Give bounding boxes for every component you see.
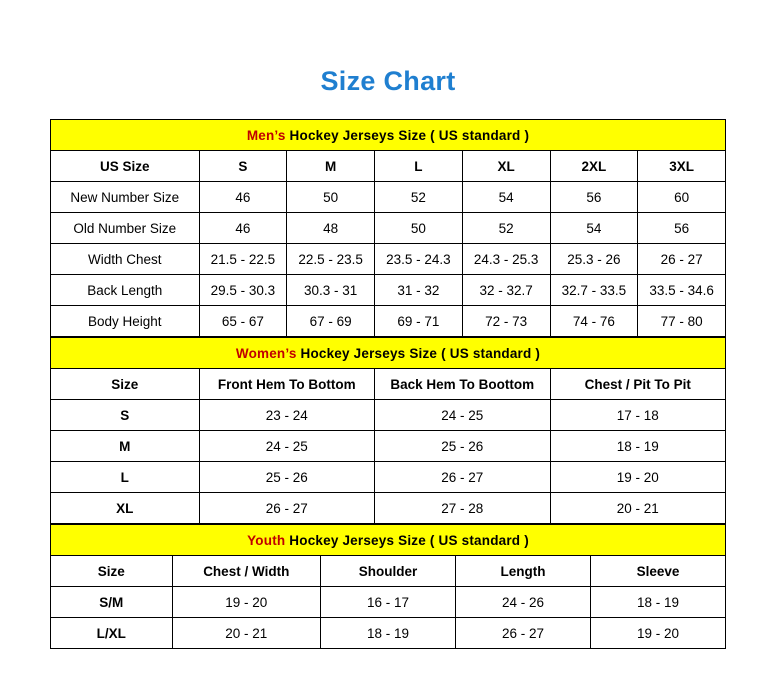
mens-row-2-val-2: 23.5 - 24.3 <box>375 244 463 275</box>
womens-row-2-label: L <box>51 462 200 493</box>
womens-col-3: Chest / Pit To Pit <box>550 369 726 400</box>
mens-row-3-val-1: 30.3 - 31 <box>287 275 375 306</box>
page-title: Size Chart <box>320 66 456 96</box>
youth-header-rest: Hockey Jerseys Size ( US standard ) <box>285 532 529 548</box>
mens-row-1-val-0: 46 <box>199 213 287 244</box>
table-section-header-row <box>51 338 726 369</box>
size-charts-container <box>50 119 726 649</box>
mens-row-3-val-5: 33.5 - 34.6 <box>638 275 726 306</box>
womens-row-1-label: M <box>51 431 200 462</box>
table-row <box>51 182 726 213</box>
youth-row-0-label: S/M <box>51 587 173 618</box>
youth-row-0-val-2: 24 - 26 <box>456 587 591 618</box>
mens-row-1-val-2: 50 <box>375 213 463 244</box>
womens-row-0-label: S <box>51 400 200 431</box>
mens-row-1-val-5: 56 <box>638 213 726 244</box>
mens-row-1-val-1: 48 <box>287 213 375 244</box>
mens-row-2-val-3: 24.3 - 25.3 <box>462 244 550 275</box>
mens-section-header <box>51 120 726 151</box>
table-row <box>51 400 726 431</box>
mens-col-4: XL <box>462 151 550 182</box>
mens-row-2-label: Width Chest <box>51 244 200 275</box>
womens-row-3-val-1: 27 - 28 <box>375 493 551 524</box>
mens-row-0-val-4: 56 <box>550 182 638 213</box>
womens-row-3-val-2: 20 - 21 <box>550 493 726 524</box>
mens-row-0-val-5: 60 <box>638 182 726 213</box>
mens-row-2-val-1: 22.5 - 23.5 <box>287 244 375 275</box>
mens-row-4-label: Body Height <box>51 306 200 337</box>
table-row <box>51 493 726 524</box>
mens-row-3-val-2: 31 - 32 <box>375 275 463 306</box>
womens-section-header <box>51 338 726 369</box>
table-row <box>51 618 726 649</box>
mens-row-0-val-3: 54 <box>462 182 550 213</box>
womens-row-2-val-1: 26 - 27 <box>375 462 551 493</box>
table-row <box>51 244 726 275</box>
mens-col-3: L <box>375 151 463 182</box>
youth-row-0-val-1: 16 - 17 <box>321 587 456 618</box>
womens-size-table <box>50 337 726 524</box>
womens-col-0: Size <box>51 369 200 400</box>
womens-row-2-val-0: 25 - 26 <box>199 462 375 493</box>
mens-row-0-val-2: 52 <box>375 182 463 213</box>
mens-row-0-label: New Number Size <box>51 182 200 213</box>
mens-col-1: S <box>199 151 287 182</box>
womens-header-rest: Hockey Jerseys Size ( US standard ) <box>296 345 541 361</box>
table-row <box>51 462 726 493</box>
youth-row-1-val-3: 19 - 20 <box>591 618 726 649</box>
table-section-header-row <box>51 120 726 151</box>
mens-row-2-val-5: 26 - 27 <box>638 244 726 275</box>
youth-col-1: Chest / Width <box>172 556 321 587</box>
womens-row-1-val-1: 25 - 26 <box>375 431 551 462</box>
youth-size-table <box>50 524 726 649</box>
table-row <box>51 431 726 462</box>
youth-col-2: Shoulder <box>321 556 456 587</box>
table-row <box>51 306 726 337</box>
mens-row-2-val-4: 25.3 - 26 <box>550 244 638 275</box>
mens-row-1-val-3: 52 <box>462 213 550 244</box>
mens-row-3-val-4: 32.7 - 33.5 <box>550 275 638 306</box>
youth-row-1-val-0: 20 - 21 <box>172 618 321 649</box>
mens-row-3-val-3: 32 - 32.7 <box>462 275 550 306</box>
table-row <box>51 151 726 182</box>
youth-row-1-label: L/XL <box>51 618 173 649</box>
womens-col-2: Back Hem To Boottom <box>375 369 551 400</box>
womens-row-0-val-1: 24 - 25 <box>375 400 551 431</box>
mens-col-0: US Size <box>51 151 200 182</box>
youth-row-0-val-0: 19 - 20 <box>172 587 321 618</box>
mens-col-6: 3XL <box>638 151 726 182</box>
table-row <box>51 213 726 244</box>
mens-row-4-val-0: 65 - 67 <box>199 306 287 337</box>
mens-row-0-val-0: 46 <box>199 182 287 213</box>
womens-row-1-val-2: 18 - 19 <box>550 431 726 462</box>
womens-header-accent: Women’s <box>235 345 297 361</box>
youth-header-accent: Youth <box>247 532 286 548</box>
youth-col-4: Sleeve <box>591 556 726 587</box>
youth-row-1-val-1: 18 - 19 <box>321 618 456 649</box>
womens-row-0-val-2: 17 - 18 <box>550 400 726 431</box>
womens-row-0-val-0: 23 - 24 <box>199 400 375 431</box>
youth-section-header <box>51 525 726 556</box>
womens-col-1: Front Hem To Bottom <box>199 369 375 400</box>
womens-row-1-val-0: 24 - 25 <box>199 431 375 462</box>
youth-col-3: Length <box>456 556 591 587</box>
table-row <box>51 587 726 618</box>
mens-size-table <box>50 119 726 337</box>
mens-header-accent: Men’s <box>246 127 286 143</box>
mens-row-4-val-1: 67 - 69 <box>287 306 375 337</box>
youth-row-0-val-3: 18 - 19 <box>591 587 726 618</box>
mens-row-4-val-5: 77 - 80 <box>638 306 726 337</box>
mens-header-rest: Hockey Jerseys Size ( US standard ) <box>285 127 530 143</box>
womens-row-3-val-0: 26 - 27 <box>199 493 375 524</box>
mens-row-4-val-2: 69 - 71 <box>375 306 463 337</box>
mens-row-3-label: Back Length <box>51 275 200 306</box>
youth-col-0: Size <box>51 556 173 587</box>
mens-row-2-val-0: 21.5 - 22.5 <box>199 244 287 275</box>
table-row <box>51 556 726 587</box>
mens-row-3-val-0: 29.5 - 30.3 <box>199 275 287 306</box>
youth-row-1-val-2: 26 - 27 <box>456 618 591 649</box>
womens-row-3-label: XL <box>51 493 200 524</box>
table-section-header-row <box>51 525 726 556</box>
mens-col-5: 2XL <box>550 151 638 182</box>
table-row <box>51 369 726 400</box>
table-row <box>51 275 726 306</box>
mens-row-0-val-1: 50 <box>287 182 375 213</box>
mens-row-4-val-3: 72 - 73 <box>462 306 550 337</box>
mens-row-4-val-4: 74 - 76 <box>550 306 638 337</box>
womens-row-2-val-2: 19 - 20 <box>550 462 726 493</box>
mens-col-2: M <box>287 151 375 182</box>
mens-row-1-label: Old Number Size <box>51 213 200 244</box>
mens-row-1-val-4: 54 <box>550 213 638 244</box>
